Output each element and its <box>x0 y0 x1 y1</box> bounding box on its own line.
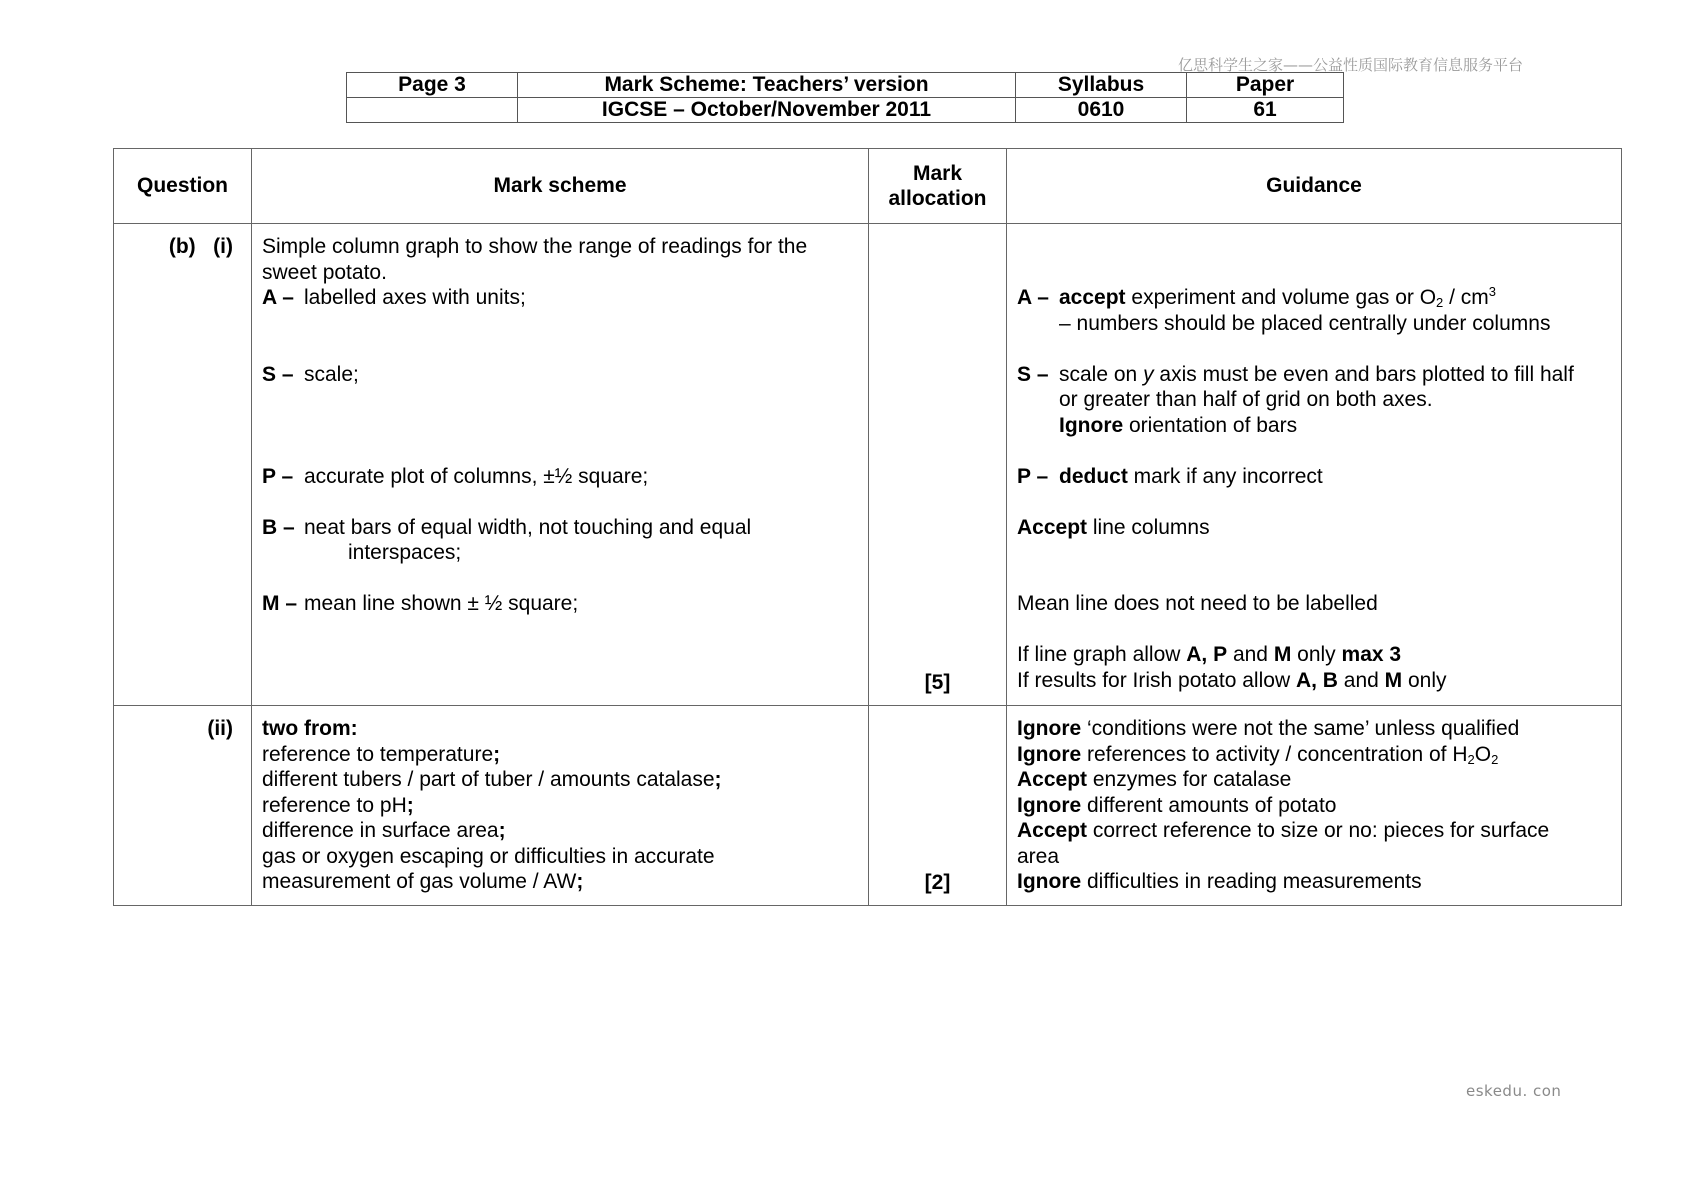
point-5-cont: measurement of gas volume / AW; <box>262 870 584 893</box>
guidance-ii-1: Ignore ‘conditions were not the same’ unless qualified <box>1017 717 1520 740</box>
table-row <box>114 706 1622 906</box>
document-title: Mark Scheme: Teachers’ version <box>518 73 1016 98</box>
guidance-ii-2: Ignore references to activity / concentration of $H_2O_2$ <box>1017 742 1499 767</box>
col-question: Question <box>114 149 252 224</box>
guidance-ii-5-cont: area <box>1017 844 1060 868</box>
watermark-bottom: eskedu. con <box>1466 1082 1562 1100</box>
guidance-ii-4: Ignore different amounts of potato <box>1017 793 1337 817</box>
watermark-top: 亿思科学生之家——公益性质国际教育信息服务平台 <box>1178 56 1524 74</box>
guidance-a: A – accept experiment and volume gas or $O_2 / cm^3$ <box>1017 284 1497 310</box>
guidance-a-cont: – numbers should be placed centrally under columns <box>1059 311 1551 335</box>
intro-line-1: Simple column graph to show the range of readings for the <box>262 235 808 258</box>
col-mark-allocation-2: allocation <box>888 187 987 210</box>
question-b-i: (b) (i) <box>114 224 252 706</box>
point-2: different tubers / part of tuber / amounts catalase; <box>262 768 722 791</box>
guidance-s: S – scale on y axis must be even and bars plotted to fill half <box>1017 362 1574 386</box>
guidance-line-graph: If line graph allow A, P and M only max 3 <box>1017 643 1402 666</box>
col-guidance: Guidance <box>1007 149 1622 224</box>
criterion-m: M – mean line shown ± ½ square; <box>262 592 579 615</box>
document-subtitle: IGCSE – October/November 2011 <box>518 98 1016 123</box>
point-3: reference to pH; <box>262 793 414 817</box>
two-from: two from: <box>262 717 358 740</box>
guidance-s-ignore: Ignore orientation of bars <box>1059 413 1298 437</box>
criterion-a: A – labelled axes with units; <box>262 286 526 309</box>
guidance-ii <box>1007 706 1622 906</box>
criterion-b: B – neat bars of equal width, not touching and equal <box>262 515 752 539</box>
criterion-b-cont: interspaces; <box>348 541 462 564</box>
syllabus-label: Syllabus <box>1016 73 1187 98</box>
guidance-ii-6: Ignore difficulties in reading measurements <box>1017 870 1422 893</box>
mark-ii: [2] <box>869 706 1007 906</box>
page-number: Page 3 <box>347 73 518 98</box>
guidance-ii-5: Accept correct reference to size or no: pieces for surface <box>1017 819 1550 842</box>
guidance-p: P – deduct mark if any incorrect <box>1017 464 1323 488</box>
mark-scheme-ii <box>252 706 869 906</box>
guidance-m: Mean line does not need to be labelled <box>1017 592 1378 615</box>
mark-b-i: [5] <box>869 224 1007 706</box>
intro-line-2: sweet potato. <box>262 260 387 284</box>
col-mark-scheme: Mark scheme <box>252 149 869 224</box>
guidance-b: Accept line columns <box>1017 515 1210 539</box>
question-ii: (ii) <box>114 706 252 906</box>
paper-value: 61 <box>1187 98 1344 123</box>
col-mark-allocation <box>869 149 1007 224</box>
guidance-s-cont: or greater than half of grid on both axes. <box>1059 388 1433 411</box>
point-5: gas or oxygen escaping or difficulties in accurate <box>262 844 715 868</box>
mark-scheme-table <box>113 148 1622 906</box>
guidance-ii-3: Accept enzymes for catalase <box>1017 768 1292 791</box>
mark-scheme-b-i <box>252 224 869 706</box>
col-mark-allocation-1: Mark <box>912 161 963 185</box>
syllabus-value: 0610 <box>1016 98 1187 123</box>
point-1: reference to temperature; <box>262 742 501 766</box>
guidance-b-i <box>1007 224 1622 706</box>
criterion-s: S – scale; <box>262 362 359 386</box>
criterion-p: P – accurate plot of columns, ±½ square; <box>262 464 649 488</box>
point-4: difference in surface area; <box>262 819 506 842</box>
guidance-irish: If results for Irish potato allow A, B and M only <box>1017 668 1447 692</box>
header-table <box>346 72 1344 123</box>
table-row <box>114 224 1622 706</box>
paper-label: Paper <box>1187 73 1344 98</box>
page-blank <box>347 98 518 123</box>
